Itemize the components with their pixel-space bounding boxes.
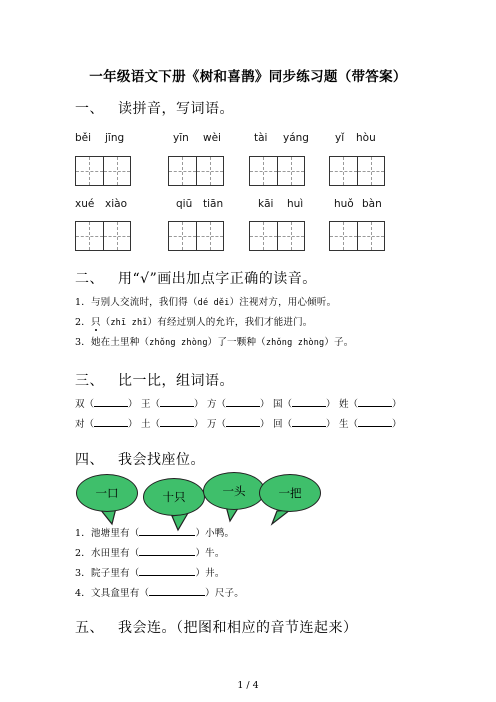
answer-blank[interactable] bbox=[226, 417, 260, 427]
writing-box[interactable] bbox=[168, 221, 224, 251]
pinyin-row-2 bbox=[0, 198, 496, 212]
answer-blank[interactable] bbox=[292, 397, 326, 407]
item-text: 3．她在土里种（ bbox=[75, 337, 150, 348]
writing-box[interactable] bbox=[329, 156, 385, 186]
pinyin: yǐ bbox=[335, 132, 345, 144]
compare-pair: 回（ ） bbox=[273, 419, 336, 430]
pinyin-options[interactable]: dé děi bbox=[197, 298, 230, 308]
section-number: 五、 bbox=[75, 620, 104, 636]
word-bubble[interactable]: 一口 bbox=[76, 474, 138, 512]
pinyin: kāi bbox=[258, 198, 274, 210]
compare-pair: 方（ ） bbox=[207, 399, 270, 410]
pinyin: jīng bbox=[105, 132, 125, 144]
section-5-heading bbox=[75, 617, 358, 637]
word-bubble[interactable]: 一头 bbox=[203, 472, 265, 510]
writing-grid-row-1 bbox=[0, 156, 496, 186]
reading-item-1 bbox=[75, 294, 336, 308]
answer-blank[interactable] bbox=[94, 417, 128, 427]
pinyin: xiào bbox=[105, 198, 127, 210]
pinyin: hòu bbox=[356, 132, 376, 144]
item-text: ）子。 bbox=[324, 337, 354, 348]
pinyin: bàn bbox=[362, 198, 382, 210]
answer-blank[interactable] bbox=[358, 417, 392, 427]
compare-pair: 对（ ） bbox=[75, 419, 138, 430]
pinyin-options[interactable]: zhī zhǐ bbox=[110, 318, 148, 328]
item-text: ）有经过别人的允许，我们才能进门。 bbox=[147, 317, 313, 328]
section-text: 我会找座位。 bbox=[118, 452, 205, 468]
writing-box[interactable] bbox=[329, 221, 385, 251]
item-text: ）了一颗种（ bbox=[207, 337, 266, 348]
item-text: ）注视对方，用心倾听。 bbox=[229, 297, 337, 308]
section-3-heading bbox=[75, 370, 234, 390]
fill-item-1: 1．池塘里有（ ）小鸭。 bbox=[75, 528, 235, 539]
pinyin: tài bbox=[254, 132, 268, 144]
answer-blank[interactable] bbox=[160, 417, 194, 427]
writing-box[interactable] bbox=[249, 221, 305, 251]
section-number: 二、 bbox=[75, 271, 104, 287]
writing-box[interactable] bbox=[75, 221, 131, 251]
answer-blank[interactable] bbox=[139, 546, 195, 556]
section-text: 读拼音，写词语。 bbox=[118, 101, 234, 117]
item-number: 2． bbox=[75, 317, 91, 328]
compare-pair: 王（ ） bbox=[141, 399, 204, 410]
section-number: 三、 bbox=[75, 373, 104, 389]
fill-item-2: 2．水田里有（ ）牛。 bbox=[75, 548, 225, 559]
page-number: 1 / 4 bbox=[237, 680, 259, 691]
pinyin: huì bbox=[287, 198, 304, 210]
section-4-heading bbox=[75, 449, 205, 469]
answer-blank[interactable] bbox=[149, 586, 205, 596]
writing-box[interactable] bbox=[249, 156, 305, 186]
section-text: 比一比，组词语。 bbox=[118, 373, 234, 389]
section-text: 我会连。（把图和相应的音节连起来） bbox=[118, 620, 358, 636]
section-number: 一、 bbox=[75, 101, 104, 117]
section-1-heading bbox=[75, 98, 234, 118]
writing-grid-row-2 bbox=[0, 221, 496, 251]
pinyin: yáng bbox=[283, 132, 309, 144]
fill-item-4: 4．文具盒里有（ ）尺子。 bbox=[75, 588, 244, 599]
compare-pair: 万（ ） bbox=[207, 419, 270, 430]
pinyin-options[interactable]: zhǒng zhòng bbox=[265, 338, 325, 348]
pinyin: huǒ bbox=[334, 198, 354, 210]
answer-blank[interactable] bbox=[226, 397, 260, 407]
section-number: 四、 bbox=[75, 452, 104, 468]
pinyin: qiū bbox=[176, 198, 193, 210]
compare-pair: 国（ ） bbox=[273, 399, 336, 410]
pinyin: běi bbox=[75, 132, 92, 144]
answer-blank[interactable] bbox=[160, 397, 194, 407]
compare-row-2 bbox=[75, 416, 405, 430]
answer-blank[interactable] bbox=[94, 397, 128, 407]
fill-item-3: 3．院子里有（ ）井。 bbox=[75, 568, 225, 579]
answer-blank[interactable] bbox=[139, 526, 195, 536]
compare-pair: 土（ ） bbox=[141, 419, 204, 430]
page-title: 一年级语文下册《树和喜鹊》同步练习题（带答案） bbox=[89, 69, 407, 85]
writing-box[interactable] bbox=[168, 156, 224, 186]
section-2-heading bbox=[75, 268, 317, 288]
dotted-character: 只 bbox=[91, 314, 101, 328]
writing-box[interactable] bbox=[75, 156, 131, 186]
reading-item-3 bbox=[75, 334, 353, 348]
item-text: 1．与别人交流时，我们得（ bbox=[75, 297, 198, 308]
answer-blank[interactable] bbox=[292, 417, 326, 427]
answer-blank[interactable] bbox=[139, 566, 195, 576]
pinyin: wèi bbox=[203, 132, 221, 144]
compare-pair: 生（ ） bbox=[339, 419, 402, 430]
reading-item-2 bbox=[75, 314, 313, 328]
pinyin: yīn bbox=[173, 132, 189, 144]
section-text: 用“√”画出加点字正确的读音。 bbox=[118, 271, 317, 287]
compare-row-1 bbox=[75, 396, 405, 410]
word-bubble[interactable]: 一把 bbox=[259, 474, 321, 512]
answer-blank[interactable] bbox=[358, 397, 392, 407]
pinyin: tiān bbox=[203, 198, 224, 210]
item-text: （ bbox=[100, 317, 111, 328]
word-bubble[interactable]: 十只 bbox=[143, 478, 205, 516]
pinyin-options[interactable]: zhǒng zhòng bbox=[149, 338, 208, 348]
compare-pair: 双（ ） bbox=[75, 399, 138, 410]
pinyin-row-1 bbox=[0, 132, 496, 146]
pinyin: xué bbox=[75, 198, 95, 210]
compare-pair: 姓（ ） bbox=[339, 399, 402, 410]
